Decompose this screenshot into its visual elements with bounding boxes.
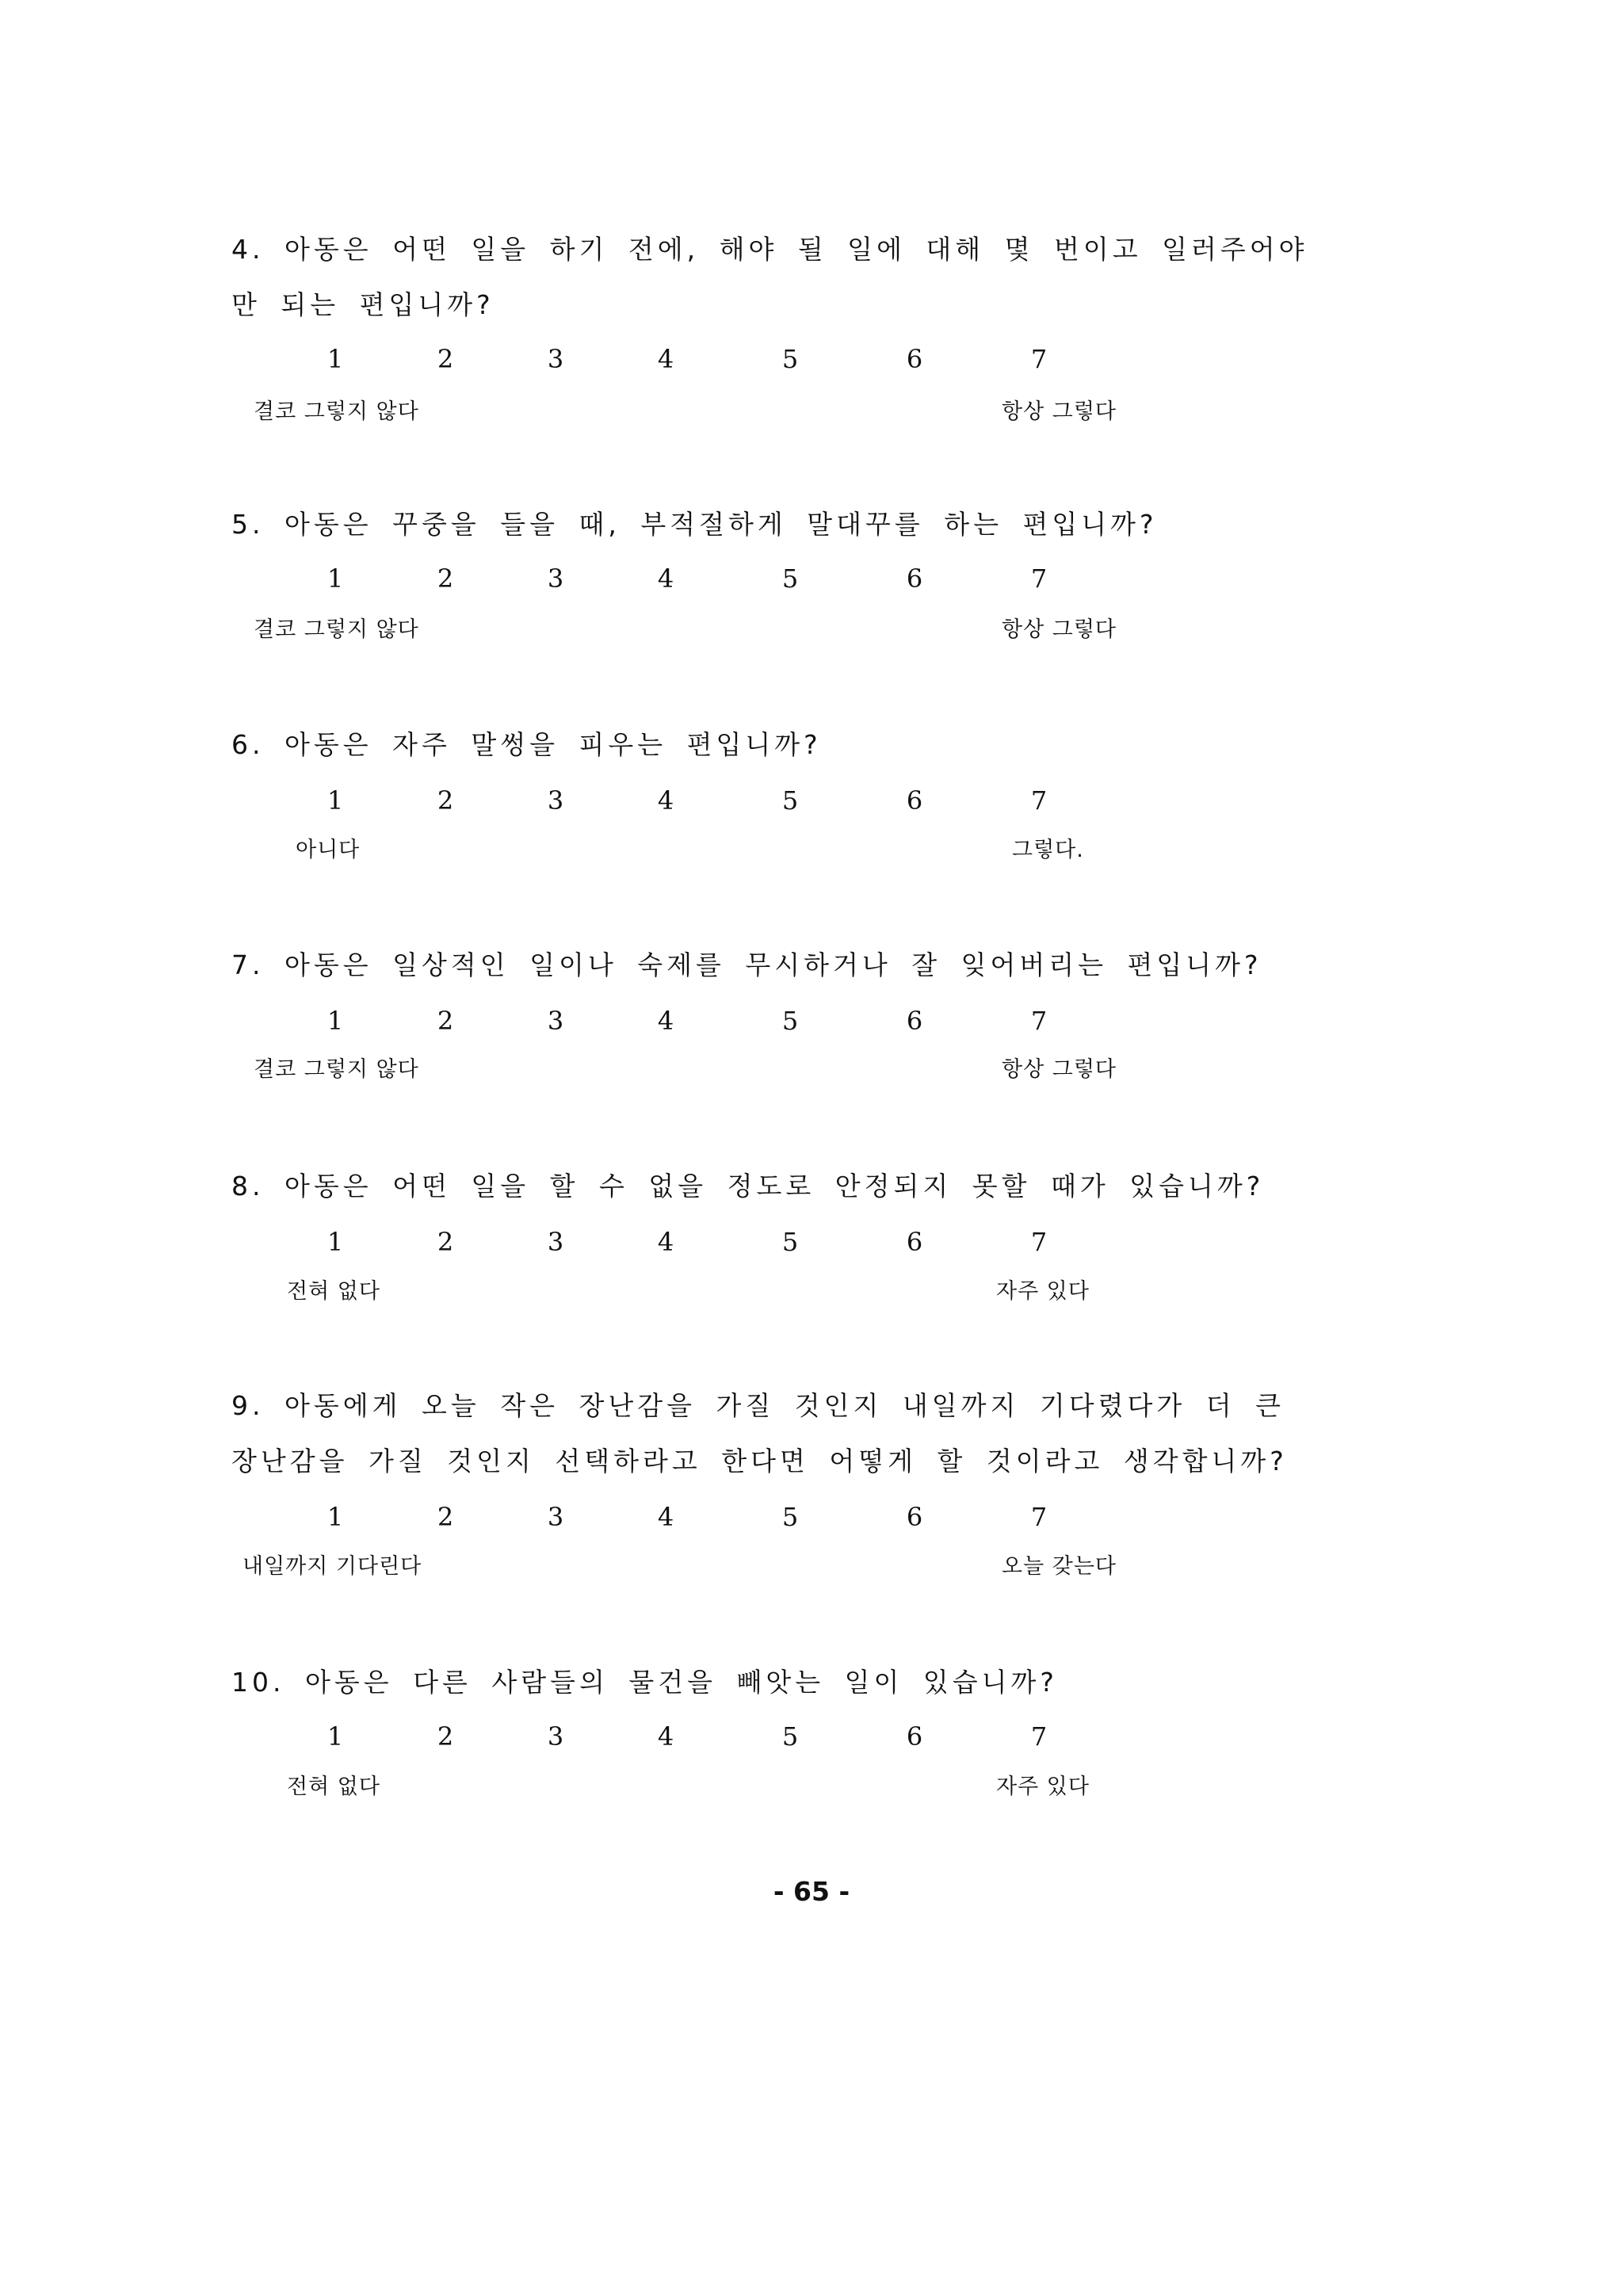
question-text: 6. 아동은 자주 말썽을 피우는 편입니까? [231, 729, 822, 760]
right-anchor-label: 항상 그렇다 [1002, 617, 1117, 642]
left-anchor-label: 아니다 [296, 838, 361, 862]
right-anchor-label: 자주 있다 [996, 1775, 1090, 1799]
scale-point-7[interactable]: 7 [1030, 1502, 1048, 1532]
scale-point-6[interactable]: 6 [906, 563, 923, 594]
question-text: 4. 아동은 어떤 일을 하기 전에, 해야 될 일에 대해 몇 번이고 일러주어야만 되는 편입니까? [231, 234, 1308, 320]
scale-point-1[interactable]: 1 [327, 563, 344, 594]
scale-point-1[interactable]: 1 [327, 344, 344, 374]
scale-point-7[interactable]: 7 [1030, 563, 1048, 594]
scale-point-7[interactable]: 7 [1030, 344, 1048, 374]
question-text: 10. 아동은 다른 사람들의 물건을 빼앗는 일이 있습니까? [231, 1667, 1058, 1698]
scale-point-3[interactable]: 3 [547, 563, 564, 594]
scale-point-7[interactable]: 7 [1030, 1721, 1048, 1752]
right-anchor-label: 오늘 갖는다 [1002, 1554, 1117, 1579]
scale-anchors [0, 1771, 1623, 1803]
rating-scale [0, 1717, 1623, 1756]
scale-point-5[interactable]: 5 [781, 1006, 799, 1036]
scale-point-1[interactable]: 1 [327, 1502, 344, 1532]
scale-point-7[interactable]: 7 [1030, 1006, 1048, 1036]
rating-scale [0, 1497, 1623, 1537]
right-anchor-label: 항상 그렇다 [1002, 1057, 1117, 1082]
scale-point-1[interactable]: 1 [327, 1006, 344, 1036]
scale-point-6[interactable]: 6 [906, 1721, 923, 1752]
left-anchor-label: 전혀 없다 [287, 1279, 380, 1304]
right-anchor-label: 자주 있다 [996, 1279, 1090, 1304]
left-anchor-label: 내일까지 기다린다 [242, 1554, 422, 1579]
left-anchor-label: 결코 그렇지 않다 [254, 617, 419, 642]
scale-anchors [0, 614, 1623, 646]
scale-point-2[interactable]: 2 [437, 563, 454, 594]
rating-scale [0, 559, 1623, 598]
scale-point-2[interactable]: 2 [437, 344, 454, 374]
scale-point-5[interactable]: 5 [781, 785, 799, 816]
scale-point-3[interactable]: 3 [547, 785, 564, 816]
scale-point-5[interactable]: 5 [781, 563, 799, 594]
scale-anchors [0, 396, 1623, 428]
scale-point-2[interactable]: 2 [437, 1721, 454, 1752]
scale-point-4[interactable]: 4 [657, 1721, 674, 1752]
rating-scale [0, 1001, 1623, 1041]
scale-point-6[interactable]: 6 [906, 344, 923, 374]
scale-point-3[interactable]: 3 [547, 344, 564, 374]
scale-point-4[interactable]: 4 [657, 1227, 674, 1257]
scale-point-2[interactable]: 2 [437, 1502, 454, 1532]
question-text: 5. 아동은 꾸중을 들을 때, 부적절하게 말대꾸를 하는 편입니까? [231, 509, 1158, 540]
scale-point-4[interactable]: 4 [657, 563, 674, 594]
scale-point-1[interactable]: 1 [327, 1227, 344, 1257]
scale-anchors [0, 835, 1623, 866]
scale-point-2[interactable]: 2 [437, 1006, 454, 1036]
scale-point-5[interactable]: 5 [781, 1502, 799, 1532]
scale-point-5[interactable]: 5 [781, 1721, 799, 1752]
question-text: 9. 아동에게 오늘 작은 장난감을 가질 것인지 내일까지 기다렸다가 더 큰 장난감을 가질 것인지 선택하라고 한다면 어떻게 할 것이라고 생각합니까? [231, 1390, 1288, 1477]
scale-point-4[interactable]: 4 [657, 1502, 674, 1532]
scale-point-5[interactable]: 5 [781, 1227, 799, 1257]
scale-point-6[interactable]: 6 [906, 785, 923, 816]
question-text: 8. 아동은 어떤 일을 할 수 없을 정도로 안정되지 못할 때가 있습니까? [231, 1171, 1265, 1201]
scale-point-1[interactable]: 1 [327, 1721, 344, 1752]
scale-point-3[interactable]: 3 [547, 1006, 564, 1036]
scale-point-3[interactable]: 3 [547, 1721, 564, 1752]
scale-point-4[interactable]: 4 [657, 1006, 674, 1036]
left-anchor-label: 결코 그렇지 않다 [254, 399, 419, 424]
scale-point-6[interactable]: 6 [906, 1227, 923, 1257]
scale-point-4[interactable]: 4 [657, 785, 674, 816]
scale-point-6[interactable]: 6 [906, 1502, 923, 1532]
scale-point-3[interactable]: 3 [547, 1227, 564, 1257]
scale-point-3[interactable]: 3 [547, 1502, 564, 1532]
scale-point-4[interactable]: 4 [657, 344, 674, 374]
scale-anchors [0, 1276, 1623, 1308]
scale-point-2[interactable]: 2 [437, 1227, 454, 1257]
scale-point-7[interactable]: 7 [1030, 785, 1048, 816]
rating-scale [0, 1222, 1623, 1262]
scale-point-5[interactable]: 5 [781, 344, 799, 374]
question-text: 7. 아동은 일상적인 일이나 숙제를 무시하거나 잘 잊어버리는 편입니까? [231, 949, 1262, 980]
scale-point-6[interactable]: 6 [906, 1006, 923, 1036]
page-number: - 65 - [773, 1876, 850, 1907]
scale-anchors [0, 1054, 1623, 1086]
scale-anchors [0, 1551, 1623, 1583]
rating-scale [0, 781, 1623, 820]
left-anchor-label: 결코 그렇지 않다 [254, 1057, 419, 1082]
left-anchor-label: 전혀 없다 [287, 1775, 380, 1799]
rating-scale [0, 339, 1623, 379]
scale-point-7[interactable]: 7 [1030, 1227, 1048, 1257]
scale-point-2[interactable]: 2 [437, 785, 454, 816]
right-anchor-label: 항상 그렇다 [1002, 399, 1117, 424]
scale-point-1[interactable]: 1 [327, 785, 344, 816]
right-anchor-label: 그렇다. [1012, 838, 1084, 862]
